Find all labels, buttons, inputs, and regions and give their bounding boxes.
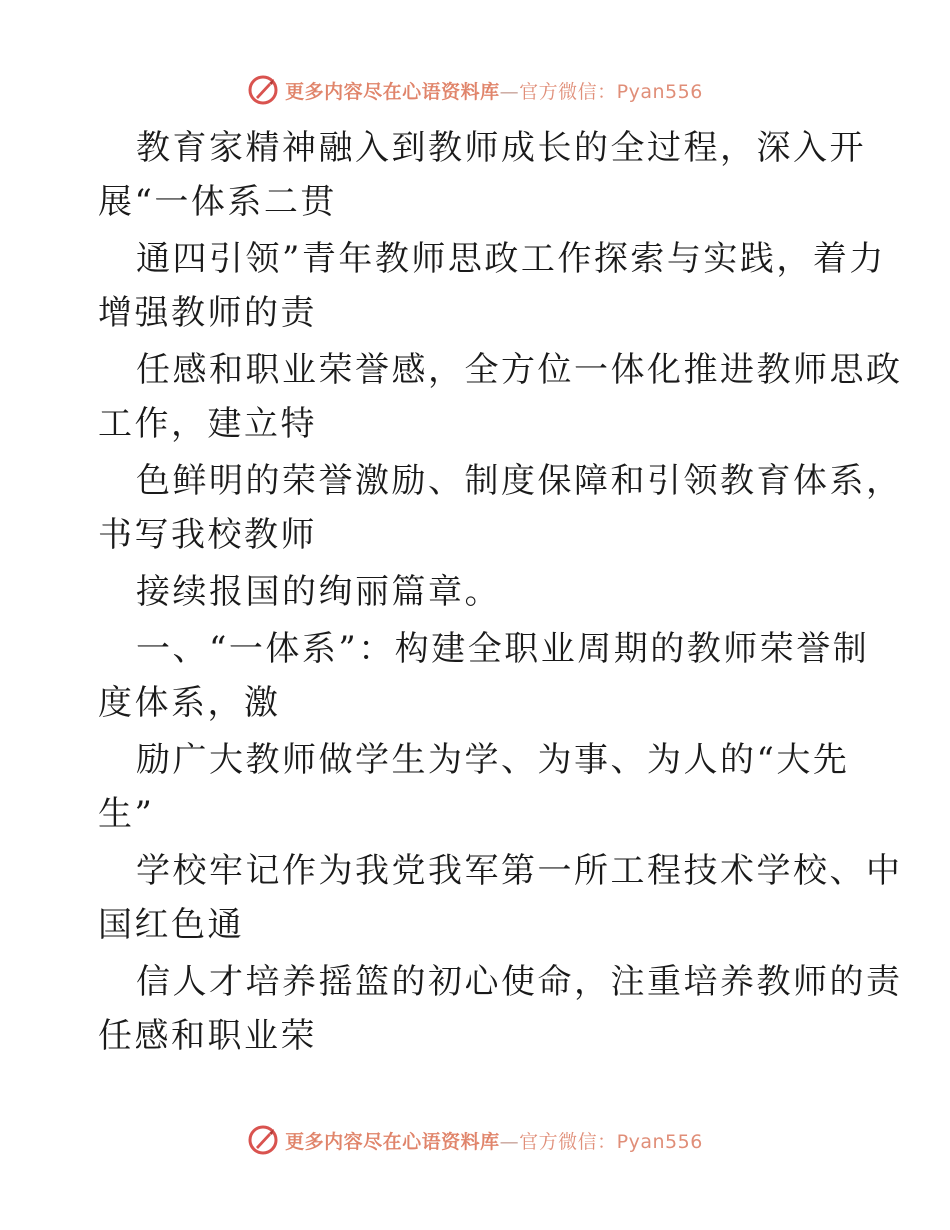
body-line: 励广大教师做学生为学、为事、为人的“大先 — [136, 740, 850, 780]
footer-banner-text — [285, 1127, 703, 1154]
body-line: 度体系，激 — [98, 683, 281, 723]
header-banner — [0, 70, 950, 110]
quill-logo-icon — [247, 74, 279, 106]
footer-banner — [0, 1120, 950, 1160]
header-wechat-text: 官方微信：Pyan556 — [519, 80, 703, 103]
footer-separator: — — [499, 1130, 520, 1153]
body-line: 书写我校教师 — [98, 515, 317, 555]
body-line: 工作，建立特 — [98, 404, 317, 444]
body-line: 增强教师的责 — [98, 293, 317, 333]
body-line: 一、“一体系”：构建全职业周期的教师荣誉制 — [136, 629, 870, 669]
body-line: 接续报国的绚丽篇章。 — [136, 572, 501, 612]
body-line: 信人才培养摇篮的初心使命，注重培养教师的责 — [136, 962, 903, 1002]
footer-main-text: 更多内容尽在心语资料库 — [285, 1130, 500, 1153]
footer-wechat-text: 官方微信：Pyan556 — [519, 1130, 703, 1153]
body-line: 国红色通 — [98, 905, 244, 945]
body-line: 生” — [98, 794, 155, 834]
body-line: 通四引领”青年教师思政工作探索与实践，着力 — [136, 239, 886, 279]
header-main-text: 更多内容尽在心语资料库 — [285, 80, 500, 103]
body-line: 学校牢记作为我党我军第一所工程技术学校、中 — [136, 851, 903, 891]
header-banner-text — [285, 77, 703, 104]
body-line: 色鲜明的荣誉激励、制度保障和引领教育体系， — [136, 461, 903, 501]
header-separator: — — [499, 80, 520, 103]
body-line: 展“一体系二贯 — [98, 182, 337, 222]
body-line: 教育家精神融入到教师成长的全过程，深入开 — [136, 128, 866, 168]
body-line: 任感和职业荣 — [98, 1016, 317, 1056]
body-line: 任感和职业荣誉感，全方位一体化推进教师思政 — [136, 350, 903, 390]
document-body — [98, 121, 903, 1063]
quill-logo-icon — [247, 1124, 279, 1156]
